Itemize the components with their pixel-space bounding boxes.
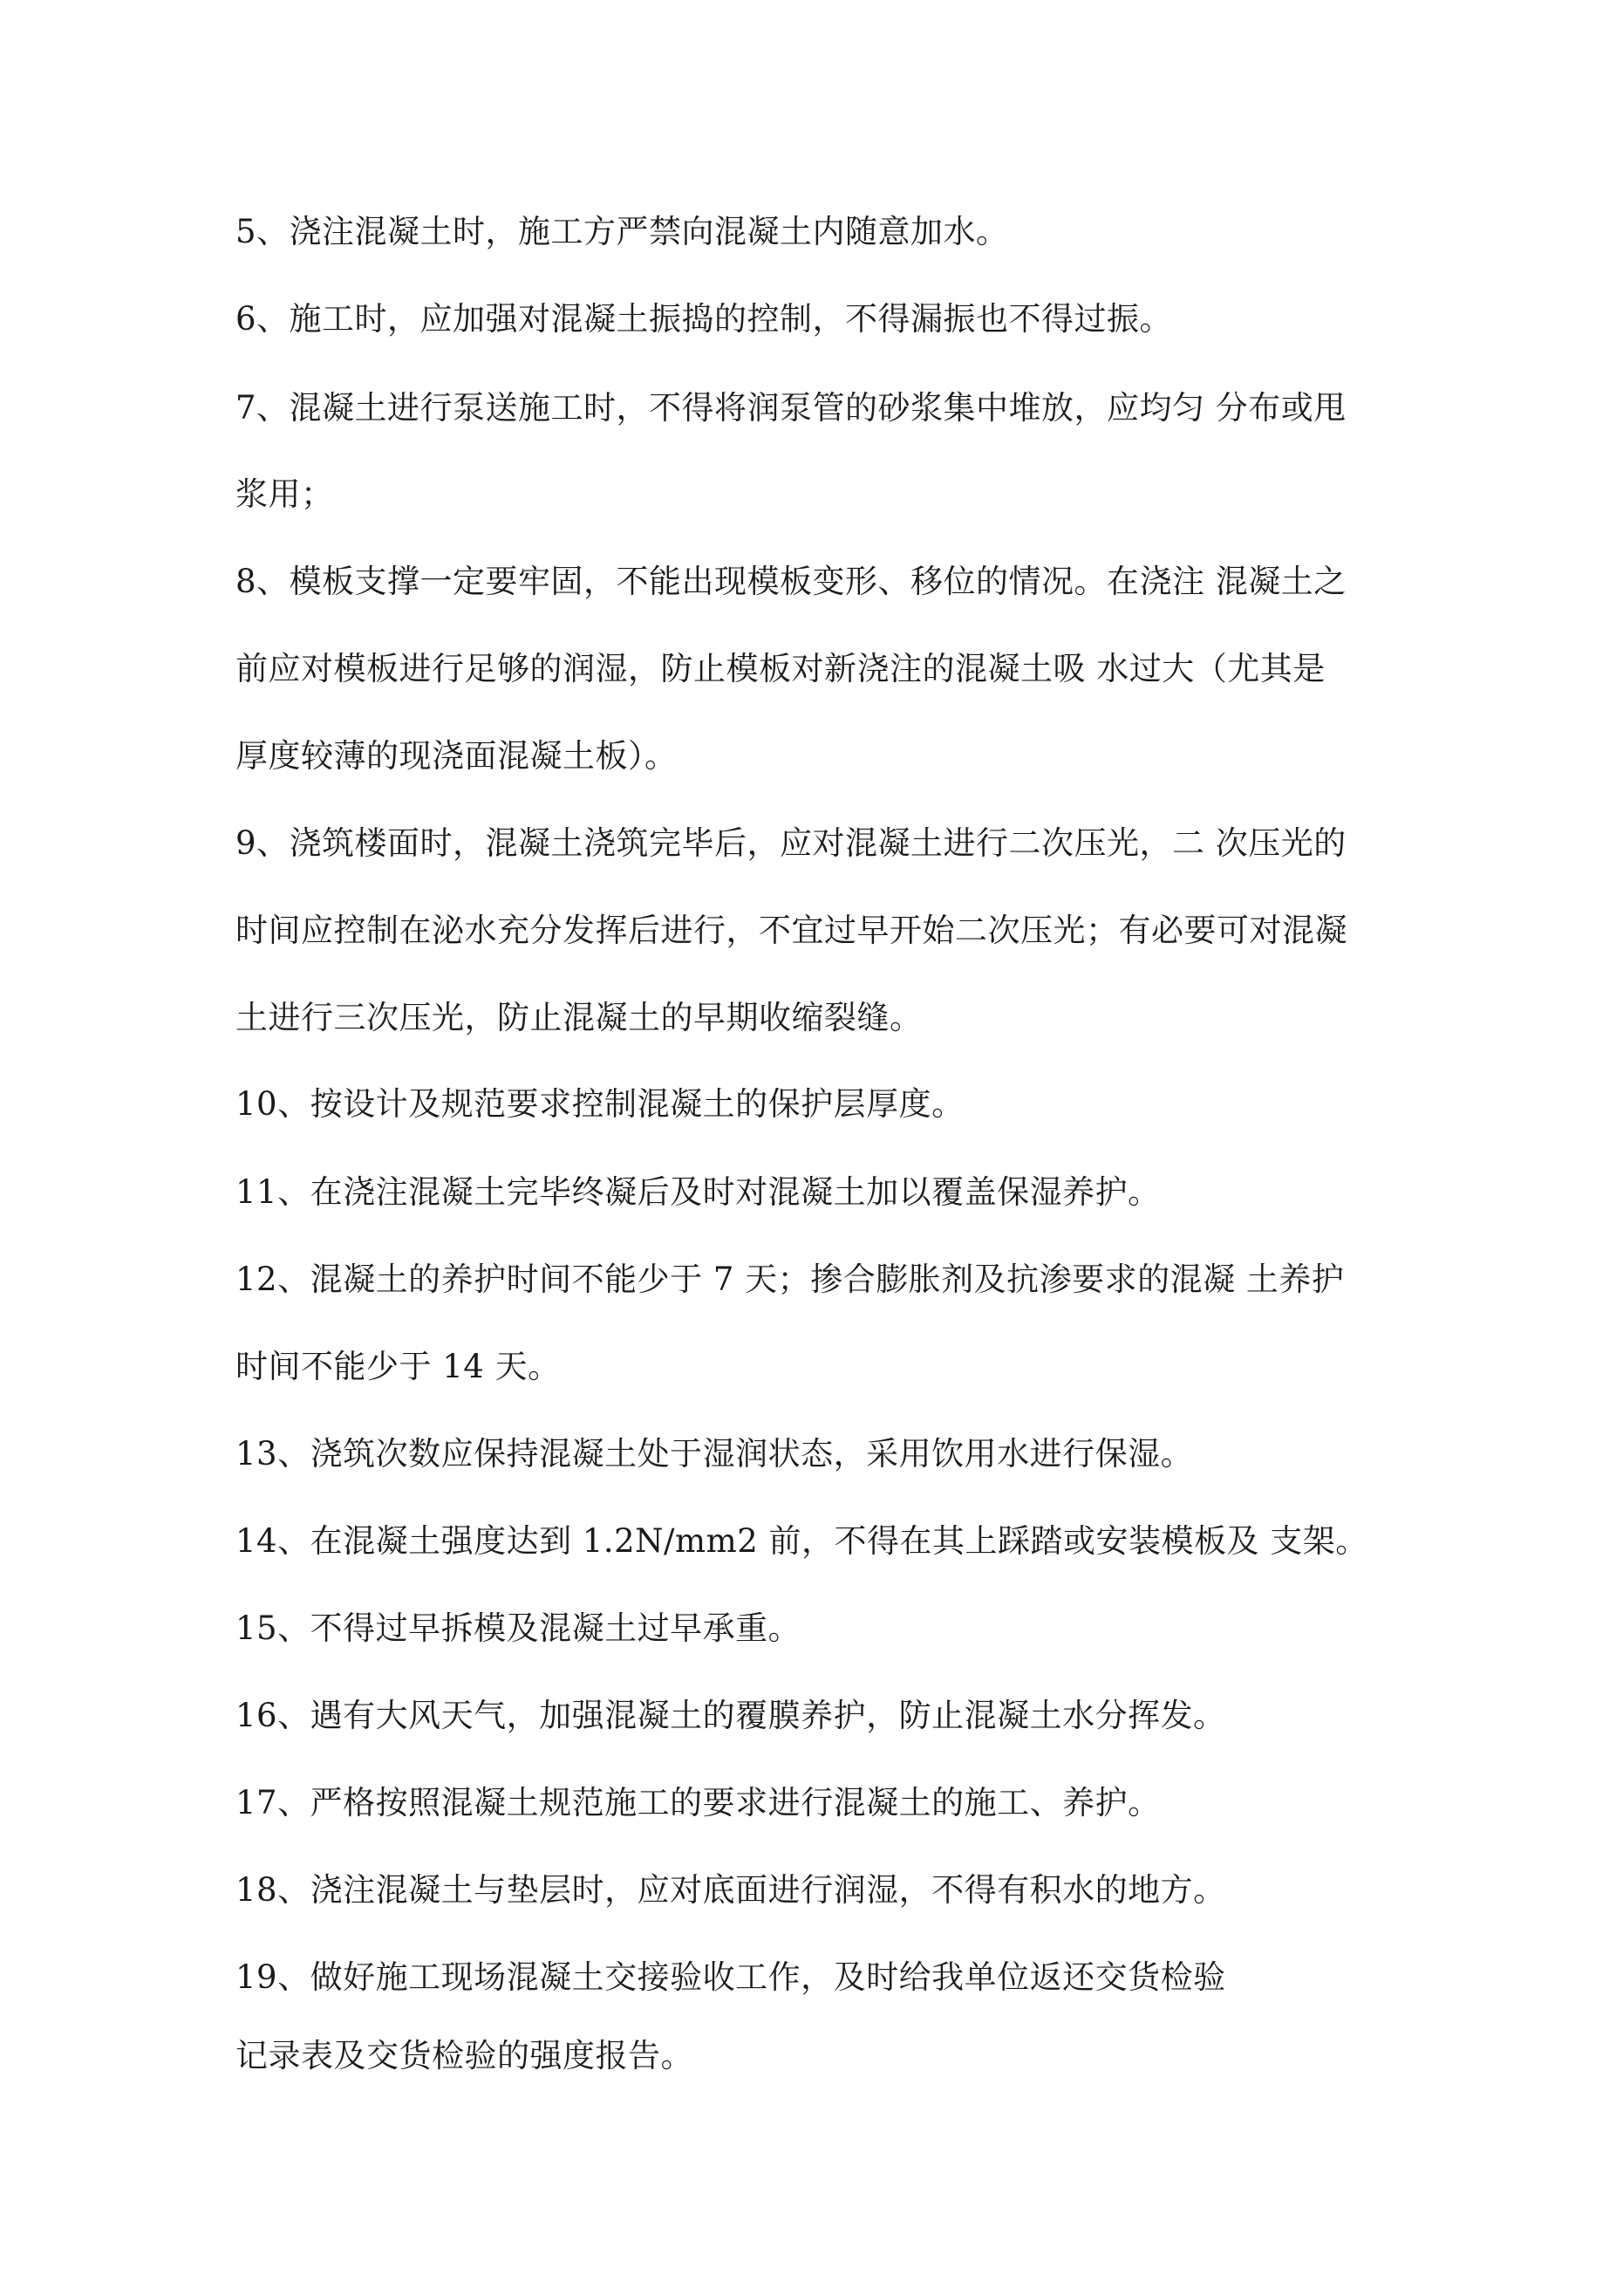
text-line: 15、不得过早拆模及混凝土过早承重。 bbox=[235, 1609, 801, 1647]
text-line: 8、模板支撑一定要牢固，不能出现模板变形、移位的情况。在浇注 混凝土之 bbox=[235, 563, 1347, 600]
text-line: 10、按设计及规范要求控制混凝土的保护层厚度。 bbox=[235, 1085, 965, 1123]
text-line: 14、在混凝土强度达到 1.2N/mm2 前，不得在其上踩踏或安装模板及 支架。 bbox=[235, 1522, 1368, 1560]
text-line: 前应对模板进行足够的润湿，防止模板对新浇注的混凝土吸 水过大（尤其是 bbox=[235, 650, 1326, 687]
text-line: 5、浇注混凝土时，施工方严禁向混凝土内随意加水。 bbox=[235, 213, 1009, 250]
text-line: 17、严格按照混凝土规范施工的要求进行混凝土的施工、养护。 bbox=[235, 1784, 1161, 1821]
text-line: 16、遇有大风天气，加强混凝土的覆膜养护，防止混凝土水分挥发。 bbox=[235, 1697, 1226, 1734]
text-line: 11、在浇注混凝土完毕终凝后及时对混凝土加以覆盖保湿养护。 bbox=[235, 1173, 1161, 1211]
text-line: 6、施工时，应加强对混凝土振捣的控制，不得漏振也不得过振。 bbox=[235, 300, 1173, 338]
text-line: 18、浇注混凝土与垫层时，应对底面进行润湿，不得有积水的地方。 bbox=[235, 1871, 1226, 1909]
text-line: 9、浇筑楼面时，混凝土浇筑完毕后，应对混凝土进行二次压光，二 次压光的 bbox=[235, 824, 1347, 862]
text-line: 7、混凝土进行泵送施工时，不得将润泵管的砂浆集中堆放，应均匀 分布或甩 bbox=[235, 389, 1347, 427]
text-line: 12、混凝土的养护时间不能少于 7 天；掺合膨胀剂及抗渗要求的混凝 土养护 bbox=[235, 1261, 1345, 1298]
text-line: 厚度较薄的现浇面混凝土板）。 bbox=[235, 737, 678, 775]
text-line: 13、浇筑次数应保持混凝土处于湿润状态，采用饮用水进行保湿。 bbox=[235, 1435, 1194, 1473]
text-line: 19、做好施工现场混凝土交接验收工作，及时给我单位返还交货检验 bbox=[235, 1958, 1226, 1996]
text-line: 时间不能少于 14 天。 bbox=[235, 1348, 561, 1385]
text-line: 土进行三次压光，防止混凝土的早期收缩裂缝。 bbox=[235, 999, 923, 1036]
text-line: 记录表及交货检验的强度报告。 bbox=[235, 2037, 693, 2074]
text-line: 浆用； bbox=[235, 475, 334, 513]
text-line: 时间应控制在泌水充分发挥后进行，不宜过早开始二次压光；有必要可对混凝 bbox=[235, 912, 1347, 949]
